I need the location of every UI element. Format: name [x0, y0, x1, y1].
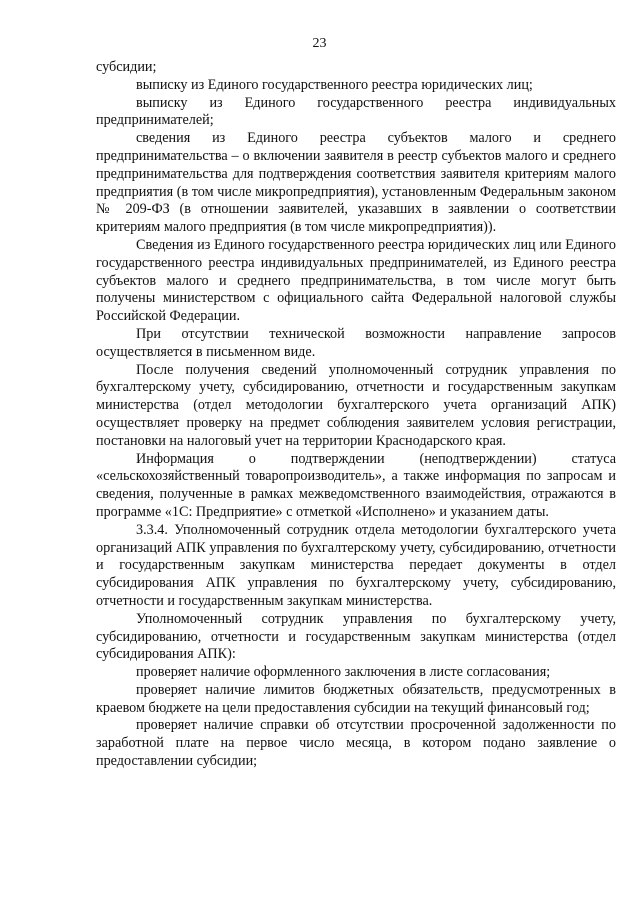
paragraph-continuation: субсидии;	[96, 59, 157, 75]
paragraph-legal-entities-extract: выписку из Единого государственного реестра юридических лиц;	[136, 76, 533, 93]
paragraph-check-certificate: проверяет наличие справки об отсутствии просроченной задолженности по заработной плате на первое число месяца, в котором подано заявление о предоставлении субсидии;	[96, 717, 616, 770]
paragraph-entrepreneurs-extract: выписку из Единого государственного реестра индивидуальных предпринимателей;	[96, 94, 616, 129]
paragraph-status-info: Информация о подтверждении (неподтверждении) статуса «сельскохозяйственный товаропроизводитель», а также информация по запросам и сведения, полученные в рамках межведомственного взаимодействия, отражаются в программе «1С: Предприятие» с отметкой «Исполнено» и указанием даты.	[96, 450, 616, 520]
paragraph-check-limits: проверяет наличие лимитов бюджетных обязательств, предусмотренных в краевом бюджете на цели предоставления субсидии на текущий финансовый год;	[96, 681, 616, 716]
document-body	[96, 59, 616, 771]
paragraph-check-conclusion: проверяет наличие оформленного заключения в листе согласования;	[136, 664, 551, 681]
paragraph-verification: После получения сведений уполномоченный сотрудник управления по бухгалтерскому учету, субсидированию, отчетности и государственным закупкам министерства (отдел методологии бухгалтерского учета организаций АПК) осуществляет проверку на предмет соблюдения заявителем условия регистрации, постановки на налоговый учет на территории Краснодарского края.	[96, 361, 616, 449]
paragraph-written-requests: При отсутствии технической возможности направление запросов осуществляется в письменном виде.	[96, 325, 616, 360]
paragraph-registry-info: Сведения из Единого государственного реестра юридических лиц или Единого государственного реестра индивидуальных предпринимателей, из Единого реестра субъектов малого и среднего предпринимательства, в том числе могут быть получены министерством с официального сайта Федеральной налоговой службы Российской Федерации.	[96, 236, 616, 325]
paragraph-3-3-4: 3.3.4. Уполномоченный сотрудник отдела методологии бухгалтерского учета организаций АПК управления по бухгалтерскому учету, субсидированию, отчетности и государственным закупкам министерства передает документы в отдел субсидирования АПК управления по бухгалтерскому учету, субсидированию, отчетности и государственным закупкам министерства.	[96, 521, 616, 609]
paragraph-sme-registry: сведения из Единого реестра субъектов малого и среднего предпринимательства – о включении заявителя в реестр субъектов малого и среднего предпринимательства для подтверждения соответствия заявителя критериям малого предприятия (в том числе микропредприятия), установленным Федеральным законом № 209-ФЗ (в отношении заявителей, указавших в заявлении о соответствии критериям малого предприятия (в том числе микропредприятия)).	[96, 130, 616, 236]
page-number: 23	[312, 36, 327, 51]
paragraph-authorized-employee: Уполномоченный сотрудник управления по бухгалтерскому учету, субсидированию, отчетности и государственным закупкам министерства (отдел субсидирования АПК):	[96, 610, 616, 663]
